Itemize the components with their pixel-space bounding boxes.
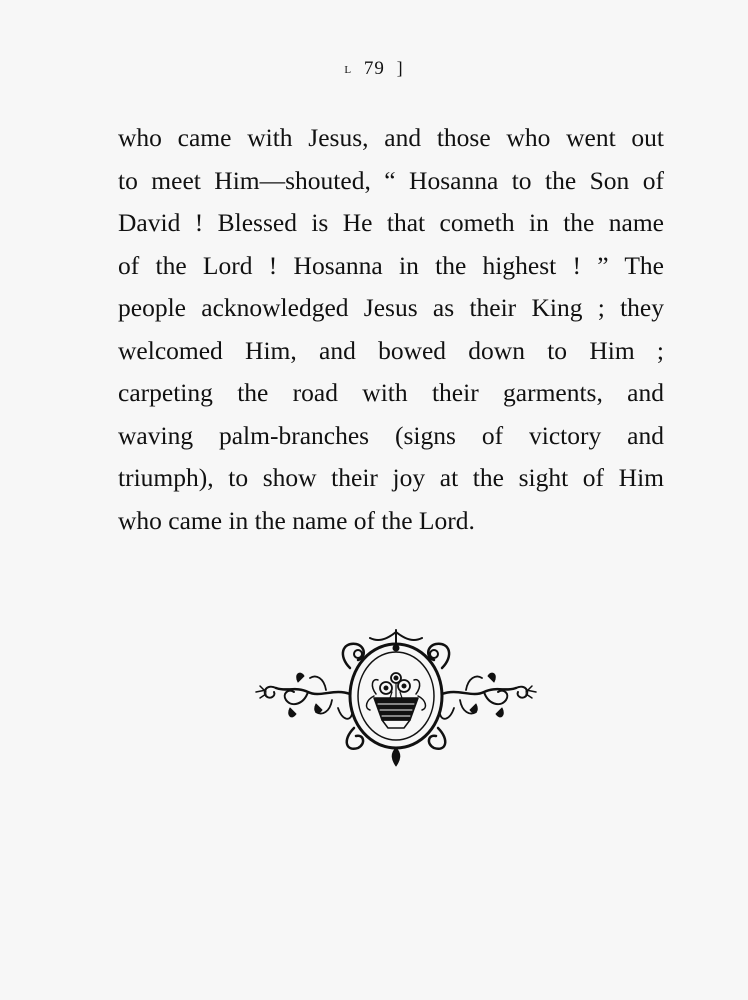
header-right-mark: ] [396,58,404,78]
floral-scroll-vignette-icon [246,628,546,768]
text-line: of the Lord ! Hosanna in the highest ! ” The [118,250,664,280]
header-left-mark: L [344,64,353,76]
text-line: who came with Jesus, and those who went out [118,123,664,152]
text-line-last: who came in the name of the Lord. [118,505,475,535]
text-line: to meet Him—shouted, “ Hosanna to the Son of [118,165,664,195]
text-line: David ! Blessed is He that cometh in the name [118,208,664,237]
text-line: welcomed Him, and bowed down to Him ; [118,335,664,365]
text-line: triumph), to show their joy at the sight of Him [118,463,664,492]
page-number: 79 [363,58,385,79]
text-line: waving palm-branches (signs of victory and [118,420,664,450]
text-line: people acknowledged Jesus as their King ; they [118,293,664,322]
text-line: carpeting the road with their garments, and [118,378,664,407]
page-header [0,58,748,80]
body-paragraph [118,117,664,542]
